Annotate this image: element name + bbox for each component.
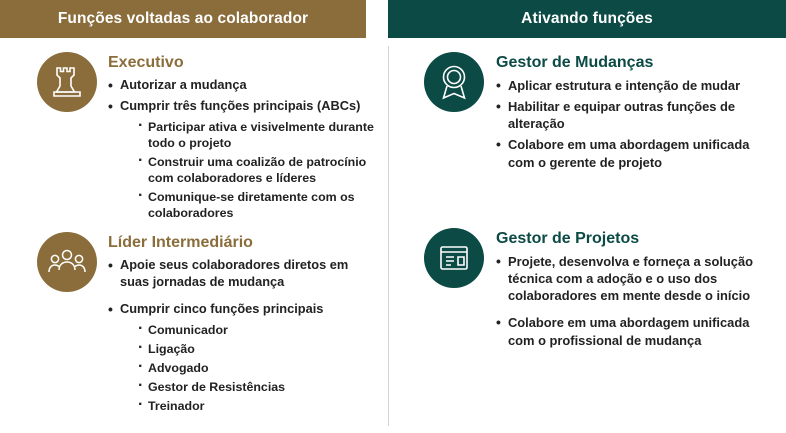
icon-wrap-gestor-de-projetos bbox=[412, 228, 496, 288]
title-gestor-de-mudancas: Gestor de Mudanças bbox=[496, 54, 654, 71]
list-gestor-de-projetos bbox=[496, 253, 772, 304]
icon-wrap-lider-intermediario bbox=[26, 232, 108, 292]
title-lider-intermediario: Líder Intermediário bbox=[108, 234, 253, 251]
list-lider-intermediario bbox=[108, 257, 376, 291]
title-gestor-de-projetos: Gestor de Projetos bbox=[496, 230, 640, 247]
sublist-lider-intermediario bbox=[120, 322, 376, 415]
chess-rook-icon bbox=[37, 52, 97, 112]
list-item-text: Cumprir três funções principais (ABCs) bbox=[120, 97, 361, 113]
header-left-title: Funções voltadas ao colaborador bbox=[0, 0, 366, 38]
list-item: • Apoie seus colaboradores diretos em suas jornadas de mudança bbox=[108, 257, 376, 291]
list-gestor-de-projetos-2 bbox=[496, 314, 772, 348]
title-executivo: Executivo bbox=[108, 54, 184, 71]
icon-wrap-gestor-de-mudancas bbox=[412, 52, 496, 112]
list-lider-intermediario-2 bbox=[108, 301, 376, 415]
project-plan-icon bbox=[424, 228, 484, 288]
block-lider-intermediario bbox=[26, 232, 376, 418]
block-executivo bbox=[26, 52, 376, 226]
content-executivo bbox=[108, 52, 376, 226]
left-column bbox=[0, 38, 388, 433]
list-item: • Autorizar a mudança bbox=[108, 77, 376, 94]
list-item bbox=[108, 98, 376, 222]
right-column bbox=[388, 38, 786, 433]
block-gestor-de-mudancas bbox=[412, 52, 772, 175]
list-item: • Colabore em uma abordagem unificada com o profissional de mudança bbox=[496, 314, 772, 348]
sublist-item: · Treinador bbox=[138, 398, 376, 414]
sublist-executivo bbox=[120, 119, 376, 222]
sublist-item: · Gestor de Resistências bbox=[138, 379, 376, 395]
sublist-item: · Comunique-se diretamente com os colaboradores bbox=[138, 189, 376, 221]
list-item: • Colabore em uma abordagem unificada com o gerente de projeto bbox=[496, 136, 772, 170]
list-item: • Habilitar e equipar outras funções de alteração bbox=[496, 98, 772, 132]
icon-wrap-executivo bbox=[26, 52, 108, 112]
body-area bbox=[0, 38, 786, 433]
list-executivo bbox=[108, 77, 376, 222]
people-group-icon bbox=[37, 232, 97, 292]
list-item: • Aplicar estrutura e intenção de mudar bbox=[496, 77, 772, 94]
header-gap bbox=[366, 0, 388, 38]
award-ribbon-icon bbox=[424, 52, 484, 112]
content-gestor-de-mudancas bbox=[496, 52, 772, 175]
header-row bbox=[0, 0, 786, 38]
list-gestor-de-mudancas bbox=[496, 77, 772, 171]
list-item bbox=[108, 301, 376, 415]
sublist-item: · Ligação bbox=[138, 341, 376, 357]
list-item: • Projete, desenvolva e forneça a solução técnica com a adoção e o uso dos colaboradores em mente desde o início bbox=[496, 253, 772, 304]
header-right-title: Ativando funções bbox=[388, 0, 786, 38]
content-lider-intermediario bbox=[108, 232, 376, 418]
sublist-item: · Construir uma coalizão de patrocínio com colaboradores e líderes bbox=[138, 154, 376, 186]
sublist-item: · Comunicador bbox=[138, 322, 376, 338]
list-item-text: Cumprir cinco funções principais bbox=[120, 300, 324, 316]
sublist-item: · Advogado bbox=[138, 360, 376, 376]
content-gestor-de-projetos bbox=[496, 228, 772, 353]
sublist-item: · Participar ativa e visivelmente durante todo o projeto bbox=[138, 119, 376, 151]
block-gestor-de-projetos bbox=[412, 228, 772, 353]
